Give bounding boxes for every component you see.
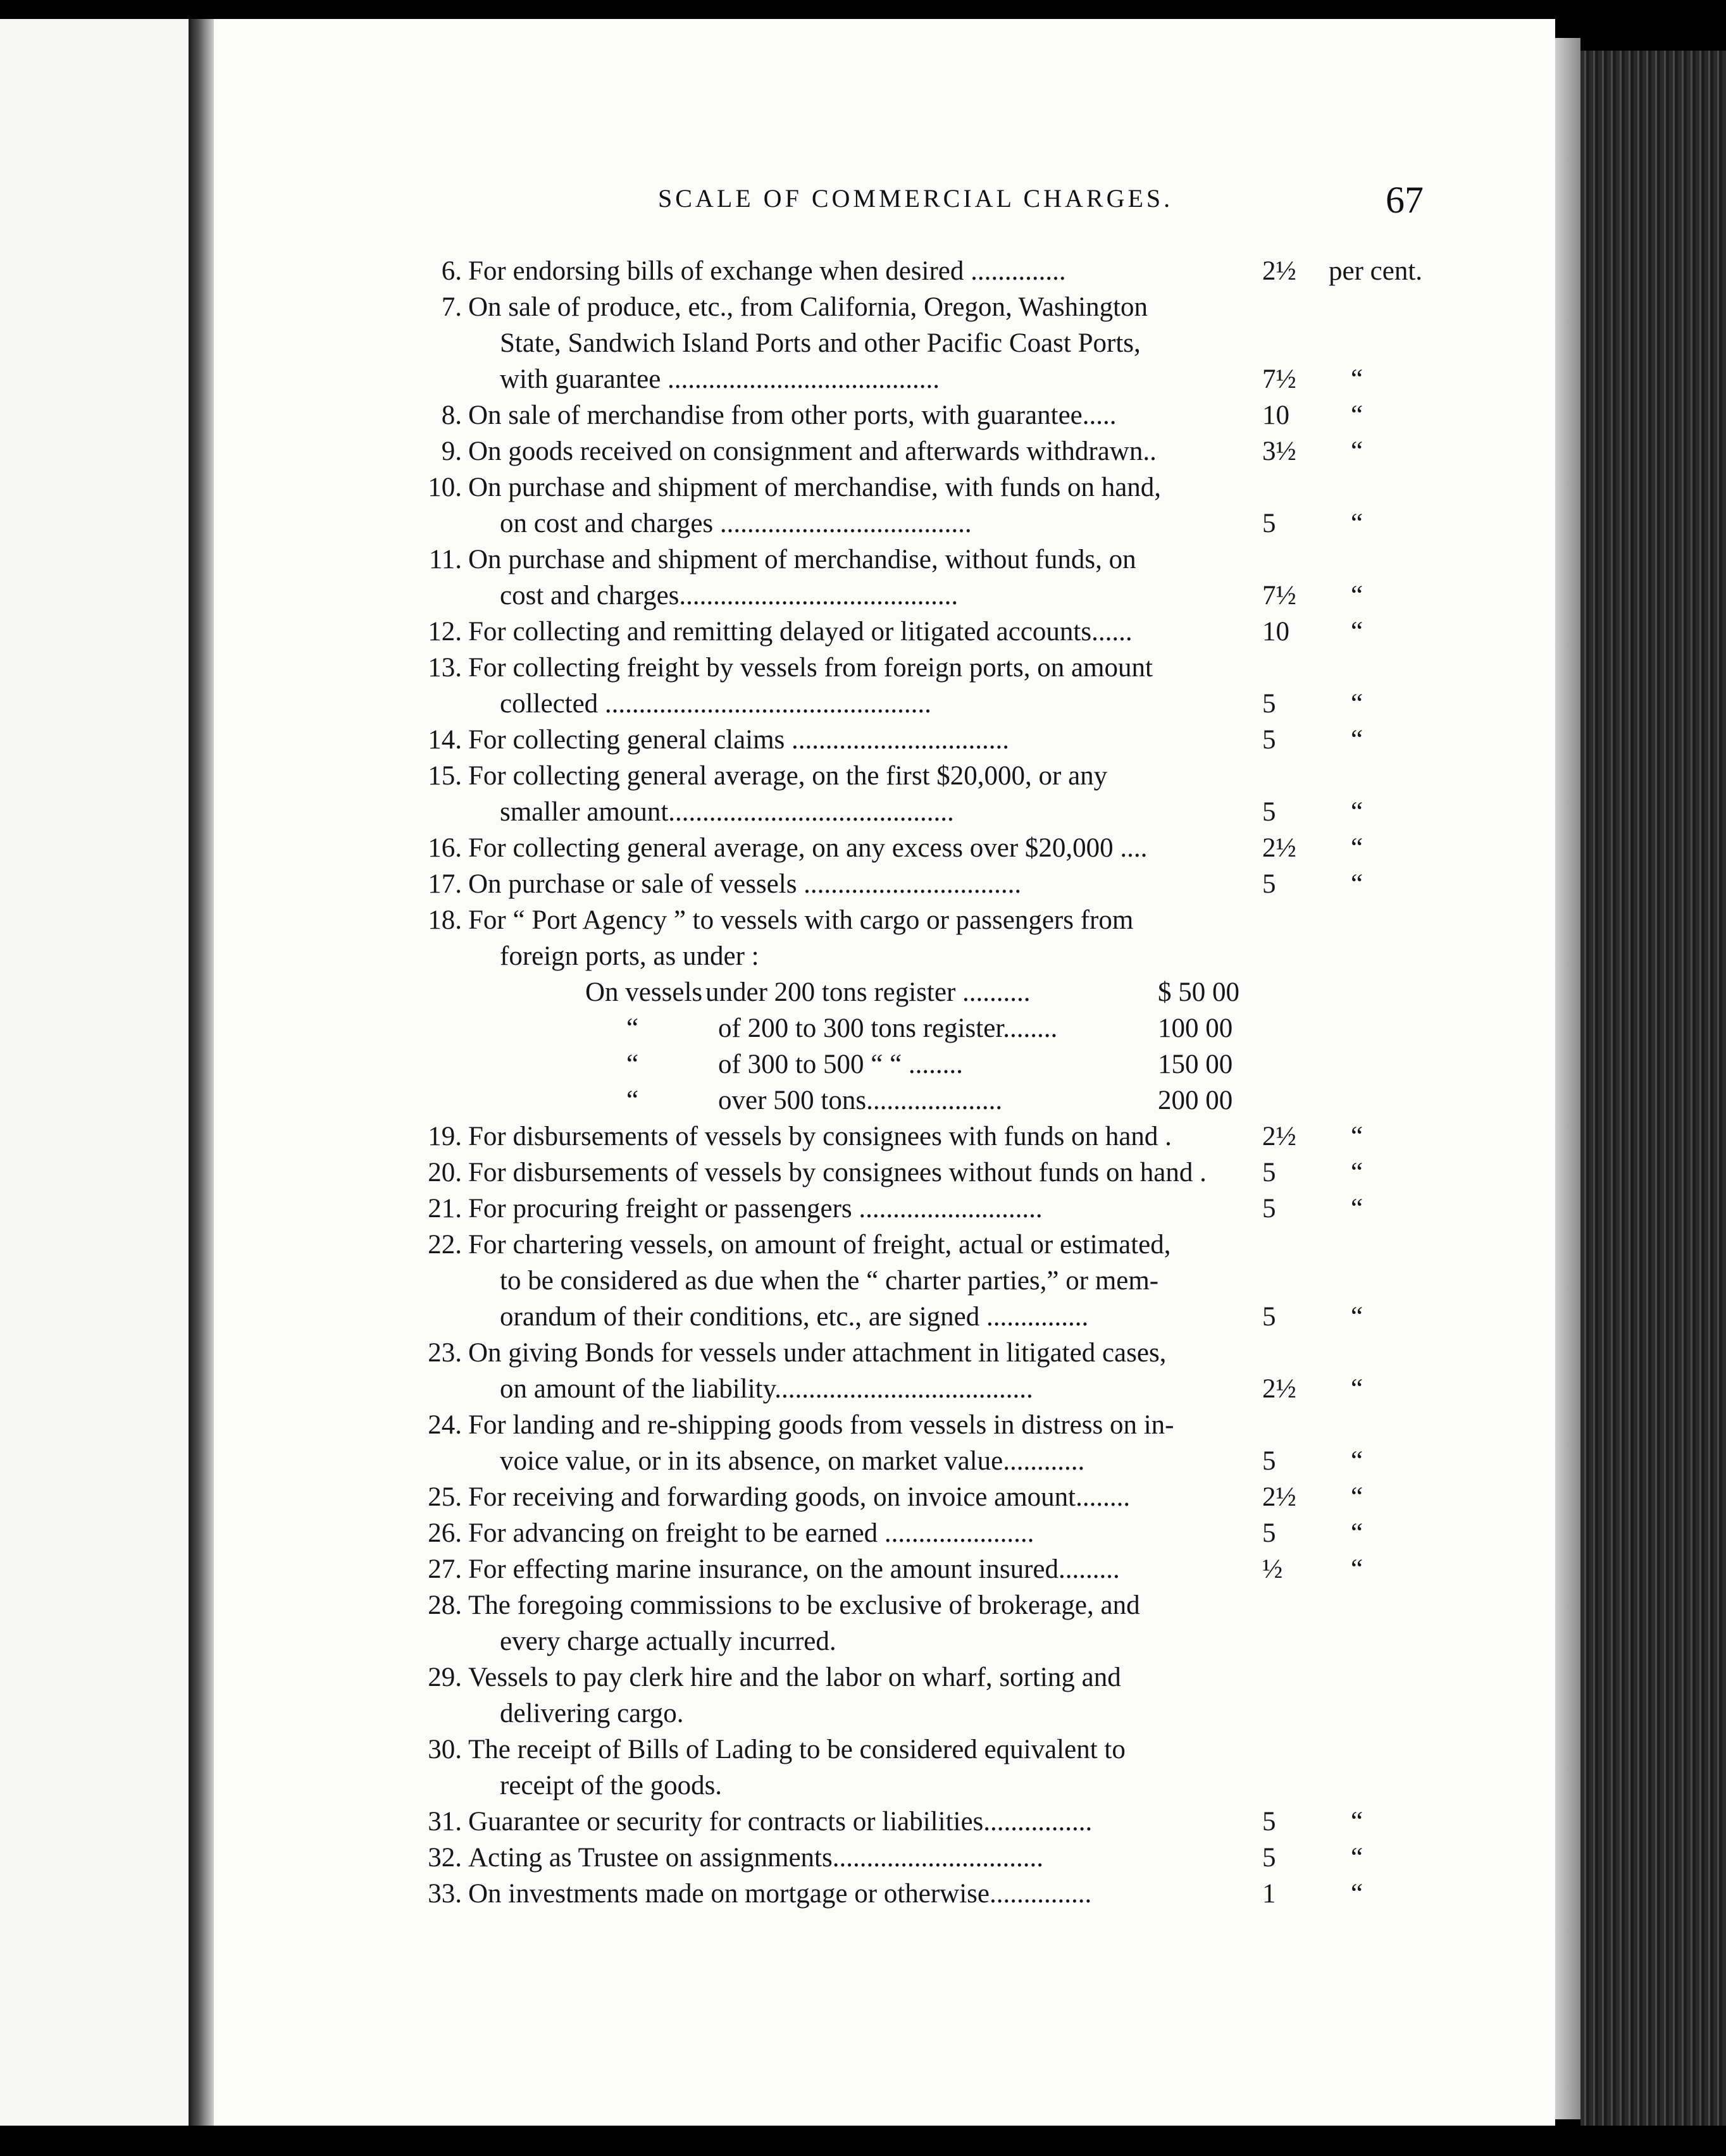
charge-line [0,794,1518,830]
ditto-mark: “ [1351,1879,1363,1909]
ditto-mark: “ [1351,725,1363,755]
item-rate: 1 [1262,1879,1276,1909]
item-text: cost and charges......................................... [500,581,959,610]
item-rate: 2½ [1262,1122,1296,1151]
item-rate: 5 [1262,797,1276,827]
charge-line [0,289,1518,325]
charge-line [0,1479,1518,1515]
item-number: 24. [428,1410,462,1440]
charge-line [0,1876,1518,1912]
charge-line [0,1227,1518,1263]
item-number: 25. [428,1482,462,1512]
item-text: On purchase or sale of vessels ................................ [468,869,1022,899]
charge-line [0,361,1518,397]
item-rate: 10 [1262,400,1289,430]
ditto-mark: “ [1351,400,1363,430]
port-agency-row [0,1082,1518,1118]
item-number: 17. [428,869,462,899]
item-text: The foregoing commissions to be exclusive of brokerage, and [468,1590,1140,1620]
item-text: Acting as Trustee on assignments............................... [468,1843,1043,1873]
charge-line [0,1659,1518,1695]
item-number: 15. [428,761,462,791]
item-rate: 7½ [1262,364,1296,394]
ditto-mark: “ [1351,1843,1363,1873]
item-unit: per cent. [1329,256,1423,286]
item-text: delivering cargo. [500,1699,684,1728]
ditto-mark: “ [1351,1554,1363,1584]
ditto-mark: “ [1351,617,1363,647]
charge-line [0,1732,1518,1768]
item-text: on cost and charges ..................................... [500,509,972,538]
charge-line [0,325,1518,361]
port-agency-amount: 150 00 [1158,1050,1233,1079]
port-agency-prefix: On vessels [585,977,703,1007]
item-number: 19. [428,1122,462,1151]
page-number: 67 [1386,179,1424,221]
item-rate: 5 [1262,1158,1276,1187]
charge-line [0,397,1518,433]
item-rate: 5 [1262,689,1276,719]
item-text: orandum of their conditions, etc., are signed ............... [500,1302,1089,1332]
item-rate: 5 [1262,1302,1276,1332]
ditto-mark: “ [1351,364,1363,394]
charge-line [0,433,1518,469]
item-rate: 5 [1262,1807,1276,1837]
item-number: 29. [428,1663,462,1692]
charge-line [0,902,1518,938]
charge-line [0,614,1518,650]
item-rate: 2½ [1262,1482,1296,1512]
item-text: On sale of merchandise from other ports, with guarantee..... [468,400,1117,430]
charge-line [0,578,1518,614]
item-rate: 5 [1262,1518,1276,1548]
item-text: For endorsing bills of exchange when desired .............. [468,256,1066,286]
item-number: 14. [428,725,462,755]
item-rate: 5 [1262,1194,1276,1224]
item-text: collected ................................................ [500,689,931,719]
item-number: 26. [428,1518,462,1548]
item-text: with guarantee ........................................ [500,364,940,394]
item-text: Vessels to pay clerk hire and the labor on wharf, sorting and [468,1663,1121,1692]
port-agency-row [0,974,1518,1010]
charge-line [0,686,1518,722]
item-text: foreign ports, as under : [500,941,759,971]
item-text: For disbursements of vessels by consignees without funds on hand . [468,1158,1207,1187]
ditto-mark: “ [1351,1482,1363,1512]
item-text: On purchase and shipment of merchandise, with funds on hand, [468,473,1162,502]
item-number: 18. [428,905,462,935]
running-header: SCALE OF COMMERCIAL CHARGES. [658,184,1174,213]
item-number: 13. [428,653,462,683]
ditto-mark: “ [1351,509,1363,538]
charge-line [0,1371,1518,1407]
ditto-mark: “ [1351,437,1363,466]
charge-line [0,758,1518,794]
port-agency-text: of 200 to 300 tons register........ [718,1013,1058,1043]
item-number: 30. [428,1735,462,1764]
item-number: 10. [428,473,462,502]
item-number: 32. [428,1843,462,1873]
item-rate: 2½ [1262,1374,1296,1404]
item-text: For advancing on freight to be earned ...................... [468,1518,1034,1548]
item-number: 21. [428,1194,462,1224]
charge-line [0,830,1518,866]
charge-line [0,1191,1518,1227]
port-agency-prefix: “ [626,1013,639,1043]
charge-line [0,1840,1518,1876]
charge-line [0,1768,1518,1804]
charge-line [0,1118,1518,1155]
item-text: On purchase and shipment of merchandise, without funds, on [468,545,1136,574]
charge-line [0,1587,1518,1623]
item-rate: 5 [1262,725,1276,755]
item-rate: 2½ [1262,833,1296,863]
item-number: 20. [428,1158,462,1187]
item-text: For collecting freight by vessels from foreign ports, on amount [468,653,1153,683]
ditto-mark: “ [1351,869,1363,899]
item-text: For effecting marine insurance, on the amount insured......... [468,1554,1120,1584]
port-agency-prefix: “ [626,1086,639,1115]
ditto-mark: “ [1351,689,1363,719]
item-number: 8. [441,400,462,430]
charge-line [0,866,1518,902]
charge-line [0,722,1518,758]
item-text: For landing and re-shipping goods from vessels in distress on in- [468,1410,1174,1440]
charge-line [0,505,1518,542]
charge-line [0,650,1518,686]
item-text: For collecting and remitting delayed or litigated accounts...... [468,617,1133,647]
charge-line [0,1155,1518,1191]
charge-line [0,1551,1518,1587]
port-agency-row [0,1010,1518,1046]
charge-line [0,938,1518,974]
charge-line [0,1335,1518,1371]
item-text: On goods received on consignment and afterwards withdrawn.. [468,437,1157,466]
ditto-mark: “ [1351,797,1363,827]
item-rate: 5 [1262,869,1276,899]
port-agency-row [0,1046,1518,1082]
item-number: 16. [428,833,462,863]
item-number: 33. [428,1879,462,1909]
item-text: State, Sandwich Island Ports and other Pacific Coast Ports, [500,328,1141,358]
item-text: On giving Bonds for vessels under attachment in litigated cases, [468,1338,1167,1368]
item-number: 6. [441,256,462,286]
ditto-mark: “ [1351,1302,1363,1332]
item-text: on amount of the liability...................................... [500,1374,1033,1404]
charge-line [0,542,1518,578]
item-text: For disbursements of vessels by consignees with funds on hand . [468,1122,1172,1151]
item-rate: 10 [1262,617,1289,647]
item-number: 22. [428,1230,462,1260]
item-rate: 5 [1262,1843,1276,1873]
ditto-mark: “ [1351,1374,1363,1404]
item-number: 23. [428,1338,462,1368]
item-text: For receiving and forwarding goods, on invoice amount........ [468,1482,1131,1512]
ditto-mark: “ [1351,1446,1363,1476]
item-number: 7. [441,292,462,322]
book-edge [1580,51,1726,2126]
item-text: receipt of the goods. [500,1771,723,1800]
ditto-mark: “ [1351,1194,1363,1224]
charge-line [0,1407,1518,1443]
ditto-mark: “ [1351,581,1363,610]
item-text: every charge actually incurred. [500,1626,836,1656]
port-agency-amount: 100 00 [1158,1013,1233,1043]
page-edge [1555,38,1580,2119]
ditto-mark: “ [1351,1122,1363,1151]
item-text: For procuring freight or passengers ........................... [468,1194,1043,1224]
ditto-mark: “ [1351,833,1363,863]
item-rate: 7½ [1262,581,1296,610]
charge-line [0,1263,1518,1299]
port-agency-text: under 200 tons register .......... [705,977,1031,1007]
item-rate: 3½ [1262,437,1296,466]
charge-line [0,1515,1518,1551]
charge-line [0,1623,1518,1659]
port-agency-amount: $ 50 00 [1158,977,1239,1007]
item-rate: ½ [1262,1554,1283,1584]
item-text: voice value, or in its absence, on market value............ [500,1446,1085,1476]
port-agency-amount: 200 00 [1158,1086,1233,1115]
item-text: Guarantee or security for contracts or liabilities................ [468,1807,1093,1837]
item-text: For chartering vessels, on amount of freight, actual or estimated, [468,1230,1171,1260]
item-text: For “ Port Agency ” to vessels with cargo or passengers from [468,905,1134,935]
item-text: smaller amount.......................................... [500,797,954,827]
item-rate: 5 [1262,1446,1276,1476]
charge-line [0,1695,1518,1732]
item-text: On investments made on mortgage or otherwise............... [468,1879,1092,1909]
port-agency-prefix: “ [626,1050,639,1079]
item-number: 12. [428,617,462,647]
item-text: to be considered as due when the “ charter parties,” or mem- [500,1266,1159,1296]
charge-line [0,469,1518,505]
item-rate: 2½ [1262,256,1296,286]
ditto-mark: “ [1351,1807,1363,1837]
charge-line [0,253,1518,289]
item-text: On sale of produce, etc., from California, Oregon, Washington [468,292,1148,322]
item-number: 27. [428,1554,462,1584]
charge-line [0,1443,1518,1479]
item-text: For collecting general average, on any excess over $20,000 .... [468,833,1148,863]
item-number: 9. [441,437,462,466]
ditto-mark: “ [1351,1518,1363,1548]
item-number: 11. [428,545,462,574]
item-text: The receipt of Bills of Lading to be considered equivalent to [468,1735,1126,1764]
port-agency-text: of 300 to 500 “ “ ........ [718,1050,963,1079]
ditto-mark: “ [1351,1158,1363,1187]
charge-line [0,1299,1518,1335]
item-text: For collecting general claims ................................ [468,725,1010,755]
item-number: 31. [428,1807,462,1837]
item-number: 28. [428,1590,462,1620]
port-agency-text: over 500 tons.................... [718,1086,1003,1115]
charge-line [0,1804,1518,1840]
item-text: For collecting general average, on the first $20,000, or any [468,761,1108,791]
item-rate: 5 [1262,509,1276,538]
